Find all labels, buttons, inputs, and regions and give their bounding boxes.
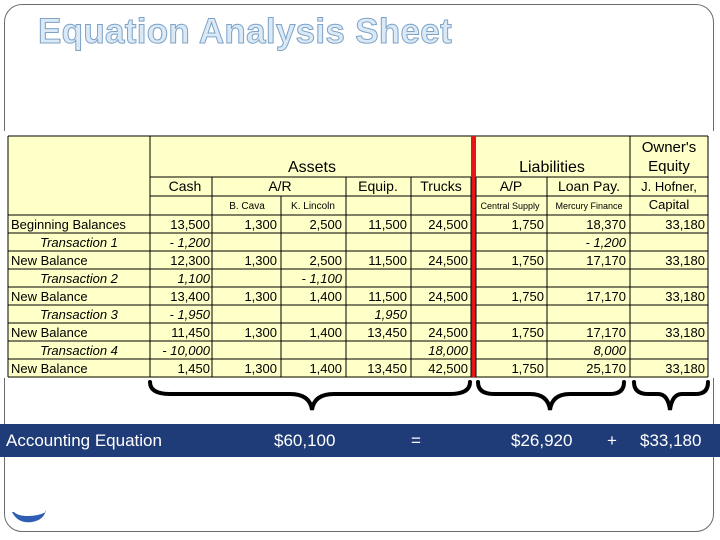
- table-cell: 24,500: [428, 325, 468, 340]
- table-cell: 25,170: [586, 361, 626, 376]
- table-cell: 1,750: [511, 361, 544, 376]
- equals-sign: =: [411, 431, 421, 450]
- table-cell: - 1,200: [585, 235, 626, 250]
- table-cell: 1,300: [244, 325, 277, 340]
- table-cell: 11,450: [171, 325, 210, 340]
- row-label: New Balance: [11, 289, 88, 304]
- grouping-braces: [140, 378, 720, 418]
- table-cell: 1,450: [177, 361, 210, 376]
- assets-header: Assets: [287, 159, 337, 176]
- row-label: New Balance: [11, 361, 88, 376]
- table-cell: 33,180: [665, 289, 705, 304]
- row-label: Beginning Balances: [11, 217, 126, 232]
- table-cell: 13,400: [170, 289, 210, 304]
- row-label: Transaction 4: [40, 343, 118, 358]
- row-label: Transaction 3: [40, 307, 118, 322]
- table-cell: 17,170: [586, 253, 626, 268]
- row-label: Transaction 2: [40, 271, 118, 286]
- liabilities-divider: [471, 136, 476, 377]
- row-label: Transaction 1: [40, 235, 118, 250]
- table-cell: 11,500: [368, 253, 407, 268]
- ar-header: A/R: [268, 178, 292, 194]
- plus-sign: +: [607, 431, 617, 450]
- loan-header: Loan Pay.: [557, 178, 621, 194]
- table-cell: 2,500: [309, 253, 342, 268]
- table-cell: 17,170: [586, 289, 626, 304]
- table-cell: - 1,200: [169, 235, 210, 250]
- trucks-header: Trucks: [420, 178, 462, 194]
- table-cell: 33,180: [665, 253, 705, 268]
- table-cell: 1,300: [244, 289, 277, 304]
- ar-sub-lincoln: K. Lincoln: [291, 201, 335, 212]
- table-cell: 11,500: [368, 217, 407, 232]
- capital-header-line1: J. Hofner,: [641, 179, 697, 194]
- table-cell: - 1,950: [169, 307, 210, 322]
- table-cell: 2,500: [309, 217, 342, 232]
- table-cell: - 10,000: [162, 343, 210, 358]
- table-cell: 1,750: [511, 217, 544, 232]
- row-label: New Balance: [11, 325, 88, 340]
- table-cell: 1,300: [244, 217, 277, 232]
- table-cell: 12,300: [170, 253, 210, 268]
- table-cell: 24,500: [428, 217, 468, 232]
- table-cell: 1,750: [511, 289, 544, 304]
- ar-sub-cava: B. Cava: [229, 201, 265, 212]
- equity-brace: [634, 382, 708, 410]
- table-cell: 1,950: [374, 307, 407, 322]
- table-cell: 42,500: [428, 361, 468, 376]
- assets-brace: [150, 382, 470, 410]
- table-cell: 13,450: [367, 361, 407, 376]
- liabilities-header: Liabilities: [519, 159, 585, 176]
- table-cell: 1,300: [244, 361, 277, 376]
- table-cell: 24,500: [428, 289, 468, 304]
- owners-equity-header-line1: Owner's: [641, 139, 697, 156]
- ap-sub-central: Central Supply: [480, 201, 540, 211]
- table-cell: 1,400: [309, 325, 342, 340]
- equation-analysis-table: [2, 131, 716, 378]
- table-cell: 8,000: [593, 343, 626, 358]
- equity-total: $33,180: [640, 431, 702, 450]
- cash-header: Cash: [168, 178, 202, 194]
- table-cell: 1,400: [309, 361, 342, 376]
- liabilities-brace: [478, 382, 624, 410]
- table-cell: 1,750: [511, 253, 544, 268]
- table-cell: 17,170: [586, 325, 626, 340]
- table-cell: 24,500: [428, 253, 468, 268]
- table-cell: 1,750: [511, 325, 544, 340]
- table-cell: 18,000: [428, 343, 468, 358]
- table-cell: 18,370: [586, 217, 626, 232]
- assets-total: $60,100: [274, 431, 336, 450]
- table-cell: 1,100: [177, 271, 210, 286]
- row-label: New Balance: [11, 253, 88, 268]
- table-cell: 11,500: [368, 289, 407, 304]
- table-cell: 1,400: [309, 289, 342, 304]
- capital-header-line2: Capital: [648, 197, 690, 212]
- liabilities-total: $26,920: [511, 431, 573, 450]
- corner-accent-icon: [8, 508, 48, 528]
- table-cell: 1,300: [244, 253, 277, 268]
- ap-header: A/P: [499, 178, 523, 194]
- loan-sub-mercury: Mercury Finance: [555, 201, 623, 211]
- slide-title: Equation Analysis Sheet: [38, 12, 453, 51]
- table-cell: 33,180: [665, 217, 705, 232]
- table-cell: 13,450: [367, 325, 407, 340]
- owners-equity-header-line2: Equity: [648, 158, 690, 175]
- table-cell: 33,180: [665, 325, 705, 340]
- equation-label: Accounting Equation: [6, 431, 162, 450]
- table-cell: 33,180: [665, 361, 705, 376]
- equip-header: Equip.: [358, 178, 398, 194]
- table-cell: - 1,100: [301, 271, 342, 286]
- table-cell: 13,500: [170, 217, 210, 232]
